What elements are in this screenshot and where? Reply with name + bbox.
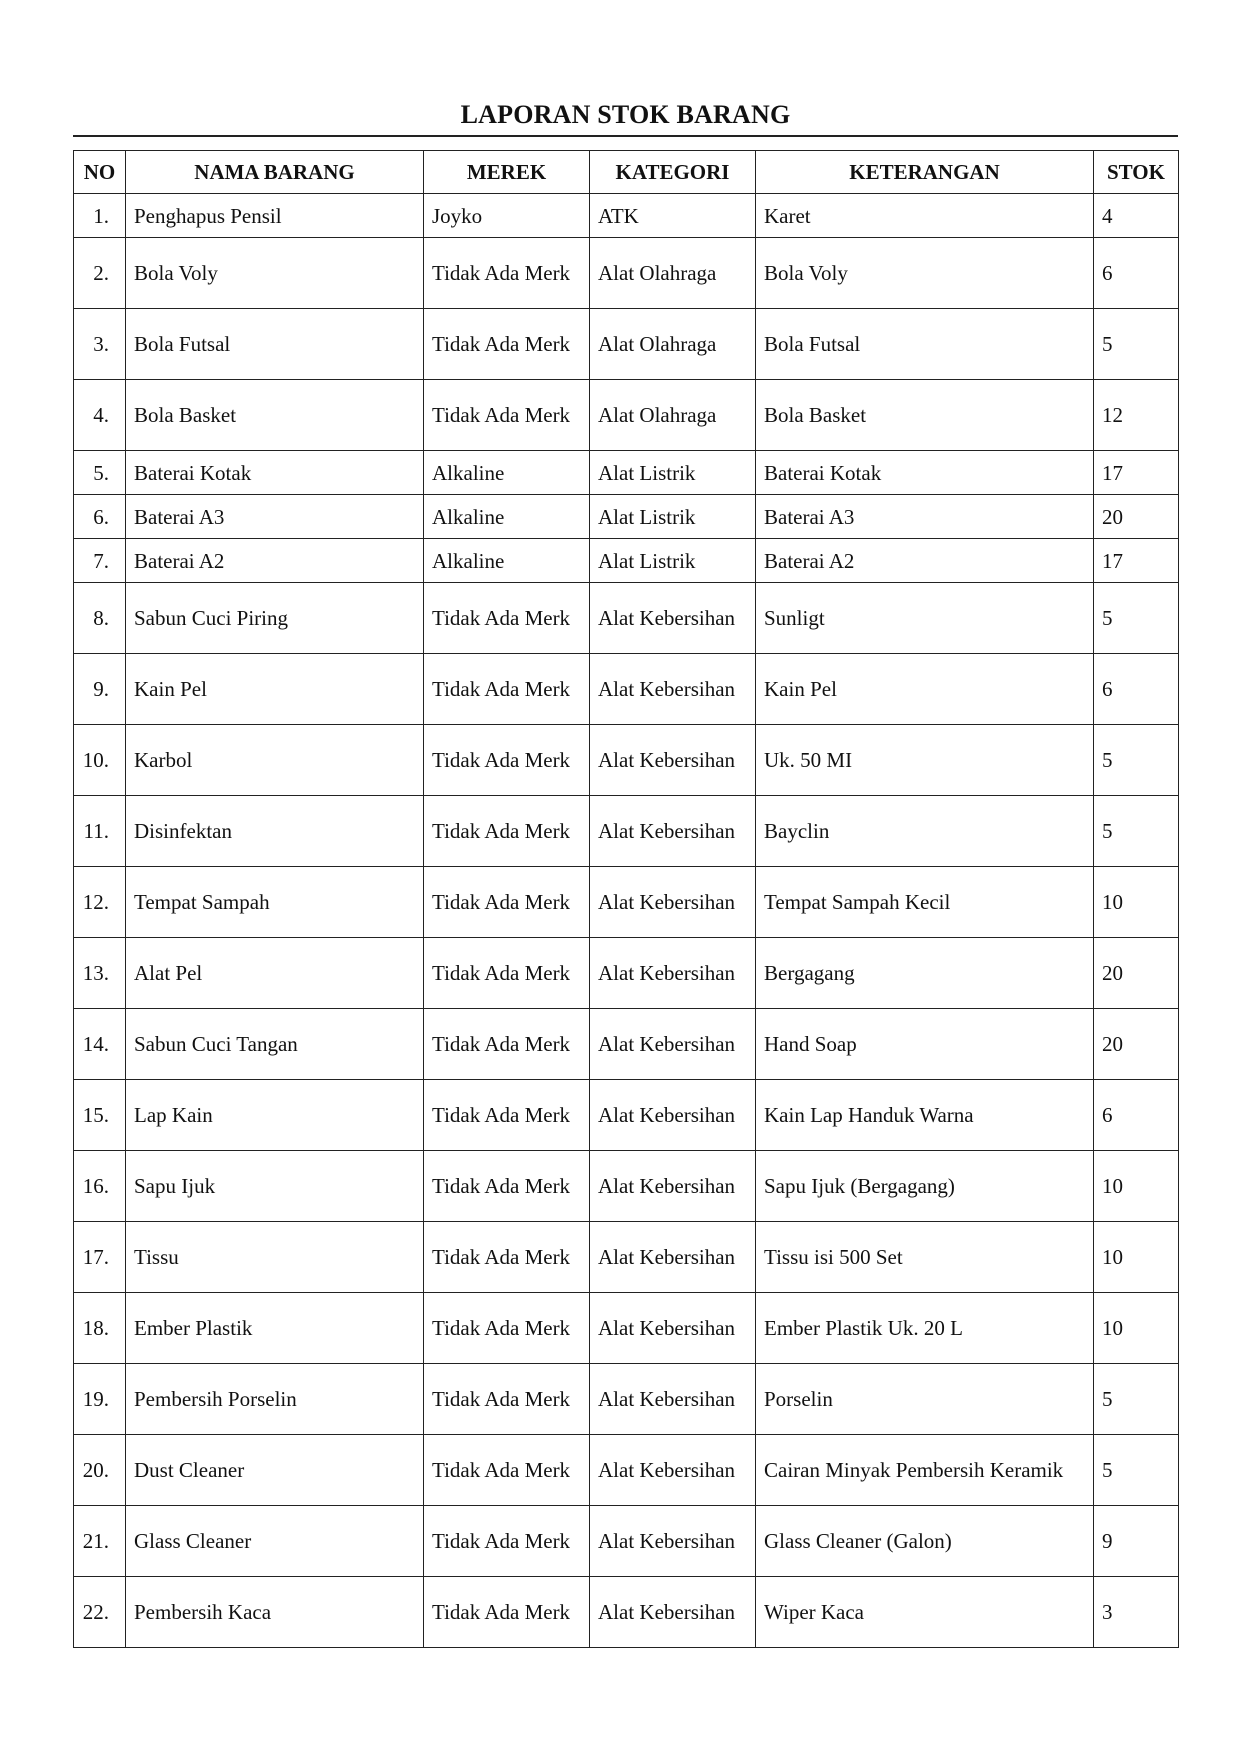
cell-merek: Tidak Ada Merk <box>424 583 590 654</box>
cell-keterangan: Ember Plastik Uk. 20 L <box>756 1293 1094 1364</box>
cell-kategori: Alat Kebersihan <box>590 1364 756 1435</box>
cell-nama-barang: Disinfektan <box>126 796 424 867</box>
cell-stok: 3 <box>1094 1577 1179 1648</box>
cell-keterangan: Glass Cleaner (Galon) <box>756 1506 1094 1577</box>
cell-stok: 10 <box>1094 1222 1179 1293</box>
cell-stok: 6 <box>1094 654 1179 725</box>
cell-keterangan: Cairan Minyak Pembersih Keramik <box>756 1435 1094 1506</box>
table-row <box>74 583 1179 654</box>
cell-keterangan: Kain Pel <box>756 654 1094 725</box>
cell-no: 19. <box>74 1364 126 1435</box>
cell-merek: Tidak Ada Merk <box>424 1577 590 1648</box>
cell-keterangan: Hand Soap <box>756 1009 1094 1080</box>
table-row <box>74 1506 1179 1577</box>
cell-merek: Tidak Ada Merk <box>424 1009 590 1080</box>
cell-kategori: Alat Kebersihan <box>590 796 756 867</box>
cell-stok: 5 <box>1094 1435 1179 1506</box>
cell-kategori: Alat Kebersihan <box>590 1577 756 1648</box>
table-row <box>74 867 1179 938</box>
cell-nama-barang: Glass Cleaner <box>126 1506 424 1577</box>
cell-merek: Alkaline <box>424 451 590 495</box>
cell-nama-barang: Dust Cleaner <box>126 1435 424 1506</box>
cell-keterangan: Bergagang <box>756 938 1094 1009</box>
table-row <box>74 725 1179 796</box>
cell-stok: 10 <box>1094 1293 1179 1364</box>
table-row <box>74 451 1179 495</box>
cell-keterangan: Wiper Kaca <box>756 1577 1094 1648</box>
cell-stok: 10 <box>1094 1151 1179 1222</box>
table-header-row <box>74 151 1179 194</box>
cell-nama-barang: Sabun Cuci Piring <box>126 583 424 654</box>
cell-merek: Tidak Ada Merk <box>424 654 590 725</box>
cell-nama-barang: Kain Pel <box>126 654 424 725</box>
cell-stok: 10 <box>1094 867 1179 938</box>
cell-no: 11. <box>74 796 126 867</box>
cell-stok: 4 <box>1094 194 1179 238</box>
cell-kategori: Alat Listrik <box>590 451 756 495</box>
cell-no: 4. <box>74 380 126 451</box>
cell-stok: 17 <box>1094 539 1179 583</box>
cell-merek: Tidak Ada Merk <box>424 380 590 451</box>
table-row <box>74 1080 1179 1151</box>
cell-no: 15. <box>74 1080 126 1151</box>
cell-kategori: Alat Kebersihan <box>590 1080 756 1151</box>
cell-merek: Tidak Ada Merk <box>424 1151 590 1222</box>
cell-no: 7. <box>74 539 126 583</box>
cell-merek: Tidak Ada Merk <box>424 238 590 309</box>
cell-stok: 6 <box>1094 238 1179 309</box>
cell-nama-barang: Bola Voly <box>126 238 424 309</box>
cell-no: 17. <box>74 1222 126 1293</box>
cell-merek: Alkaline <box>424 539 590 583</box>
table-row <box>74 938 1179 1009</box>
cell-no: 16. <box>74 1151 126 1222</box>
cell-keterangan: Porselin <box>756 1364 1094 1435</box>
cell-no: 22. <box>74 1577 126 1648</box>
cell-merek: Tidak Ada Merk <box>424 796 590 867</box>
cell-stok: 20 <box>1094 938 1179 1009</box>
table-row <box>74 380 1179 451</box>
cell-kategori: Alat Kebersihan <box>590 1435 756 1506</box>
cell-kategori: Alat Kebersihan <box>590 867 756 938</box>
cell-nama-barang: Pembersih Kaca <box>126 1577 424 1648</box>
cell-keterangan: Kain Lap Handuk Warna <box>756 1080 1094 1151</box>
cell-merek: Tidak Ada Merk <box>424 1293 590 1364</box>
cell-keterangan: Tissu isi 500 Set <box>756 1222 1094 1293</box>
cell-nama-barang: Tempat Sampah <box>126 867 424 938</box>
table-row <box>74 1151 1179 1222</box>
title-underline <box>73 135 1178 137</box>
table-row <box>74 539 1179 583</box>
cell-stok: 6 <box>1094 1080 1179 1151</box>
cell-keterangan: Baterai A2 <box>756 539 1094 583</box>
cell-stok: 5 <box>1094 796 1179 867</box>
cell-kategori: Alat Kebersihan <box>590 1506 756 1577</box>
cell-nama-barang: Penghapus Pensil <box>126 194 424 238</box>
cell-merek: Tidak Ada Merk <box>424 309 590 380</box>
cell-kategori: Alat Kebersihan <box>590 725 756 796</box>
cell-stok: 9 <box>1094 1506 1179 1577</box>
cell-stok: 12 <box>1094 380 1179 451</box>
cell-kategori: Alat Kebersihan <box>590 583 756 654</box>
cell-nama-barang: Alat Pel <box>126 938 424 1009</box>
cell-no: 14. <box>74 1009 126 1080</box>
cell-merek: Tidak Ada Merk <box>424 725 590 796</box>
table-row <box>74 796 1179 867</box>
cell-keterangan: Bola Voly <box>756 238 1094 309</box>
cell-nama-barang: Sabun Cuci Tangan <box>126 1009 424 1080</box>
cell-keterangan: Baterai Kotak <box>756 451 1094 495</box>
table-row <box>74 1577 1179 1648</box>
cell-kategori: Alat Kebersihan <box>590 1151 756 1222</box>
header-nama-barang: NAMA BARANG <box>126 151 424 194</box>
cell-no: 2. <box>74 238 126 309</box>
cell-no: 5. <box>74 451 126 495</box>
table-row <box>74 1009 1179 1080</box>
cell-keterangan: Bola Futsal <box>756 309 1094 380</box>
cell-keterangan: Baterai A3 <box>756 495 1094 539</box>
cell-kategori: Alat Olahraga <box>590 309 756 380</box>
cell-nama-barang: Pembersih Porselin <box>126 1364 424 1435</box>
cell-kategori: Alat Kebersihan <box>590 938 756 1009</box>
table-row <box>74 1222 1179 1293</box>
cell-no: 18. <box>74 1293 126 1364</box>
table-row <box>74 194 1179 238</box>
table-row <box>74 1364 1179 1435</box>
cell-merek: Joyko <box>424 194 590 238</box>
cell-no: 10. <box>74 725 126 796</box>
header-no: NO <box>74 151 126 194</box>
cell-stok: 17 <box>1094 451 1179 495</box>
cell-merek: Tidak Ada Merk <box>424 1364 590 1435</box>
cell-no: 9. <box>74 654 126 725</box>
cell-kategori: Alat Kebersihan <box>590 654 756 725</box>
header-kategori: KATEGORI <box>590 151 756 194</box>
cell-nama-barang: Ember Plastik <box>126 1293 424 1364</box>
cell-stok: 20 <box>1094 1009 1179 1080</box>
cell-no: 21. <box>74 1506 126 1577</box>
cell-no: 3. <box>74 309 126 380</box>
header-stok: STOK <box>1094 151 1179 194</box>
cell-kategori: Alat Kebersihan <box>590 1222 756 1293</box>
cell-stok: 20 <box>1094 495 1179 539</box>
cell-kategori: Alat Kebersihan <box>590 1009 756 1080</box>
cell-keterangan: Bola Basket <box>756 380 1094 451</box>
table-row <box>74 495 1179 539</box>
cell-merek: Tidak Ada Merk <box>424 1222 590 1293</box>
cell-nama-barang: Sapu Ijuk <box>126 1151 424 1222</box>
table-row <box>74 1293 1179 1364</box>
cell-merek: Tidak Ada Merk <box>424 938 590 1009</box>
cell-keterangan: Uk. 50 MI <box>756 725 1094 796</box>
cell-merek: Tidak Ada Merk <box>424 1080 590 1151</box>
cell-kategori: Alat Kebersihan <box>590 1293 756 1364</box>
cell-kategori: Alat Listrik <box>590 539 756 583</box>
header-keterangan: KETERANGAN <box>756 151 1094 194</box>
cell-merek: Tidak Ada Merk <box>424 1435 590 1506</box>
cell-merek: Tidak Ada Merk <box>424 1506 590 1577</box>
report-title: LAPORAN STOK BARANG <box>460 100 791 129</box>
cell-nama-barang: Baterai A3 <box>126 495 424 539</box>
cell-nama-barang: Karbol <box>126 725 424 796</box>
cell-no: 6. <box>74 495 126 539</box>
stock-table <box>73 150 1179 1648</box>
cell-keterangan: Tempat Sampah Kecil <box>756 867 1094 938</box>
cell-stok: 5 <box>1094 309 1179 380</box>
table-row <box>74 654 1179 725</box>
header-merek: MEREK <box>424 151 590 194</box>
cell-stok: 5 <box>1094 1364 1179 1435</box>
cell-kategori: Alat Olahraga <box>590 238 756 309</box>
cell-nama-barang: Baterai Kotak <box>126 451 424 495</box>
cell-no: 12. <box>74 867 126 938</box>
cell-nama-barang: Bola Futsal <box>126 309 424 380</box>
cell-nama-barang: Baterai A2 <box>126 539 424 583</box>
cell-stok: 5 <box>1094 583 1179 654</box>
cell-keterangan: Sunligt <box>756 583 1094 654</box>
cell-kategori: ATK <box>590 194 756 238</box>
cell-stok: 5 <box>1094 725 1179 796</box>
cell-no: 13. <box>74 938 126 1009</box>
cell-nama-barang: Lap Kain <box>126 1080 424 1151</box>
table-row <box>74 309 1179 380</box>
cell-kategori: Alat Olahraga <box>590 380 756 451</box>
cell-keterangan: Bayclin <box>756 796 1094 867</box>
cell-merek: Tidak Ada Merk <box>424 867 590 938</box>
table-row <box>74 238 1179 309</box>
cell-no: 8. <box>74 583 126 654</box>
cell-nama-barang: Bola Basket <box>126 380 424 451</box>
cell-no: 20. <box>74 1435 126 1506</box>
table-row <box>74 1435 1179 1506</box>
cell-no: 1. <box>74 194 126 238</box>
cell-keterangan: Karet <box>756 194 1094 238</box>
cell-merek: Alkaline <box>424 495 590 539</box>
cell-keterangan: Sapu Ijuk (Bergagang) <box>756 1151 1094 1222</box>
cell-kategori: Alat Listrik <box>590 495 756 539</box>
cell-nama-barang: Tissu <box>126 1222 424 1293</box>
